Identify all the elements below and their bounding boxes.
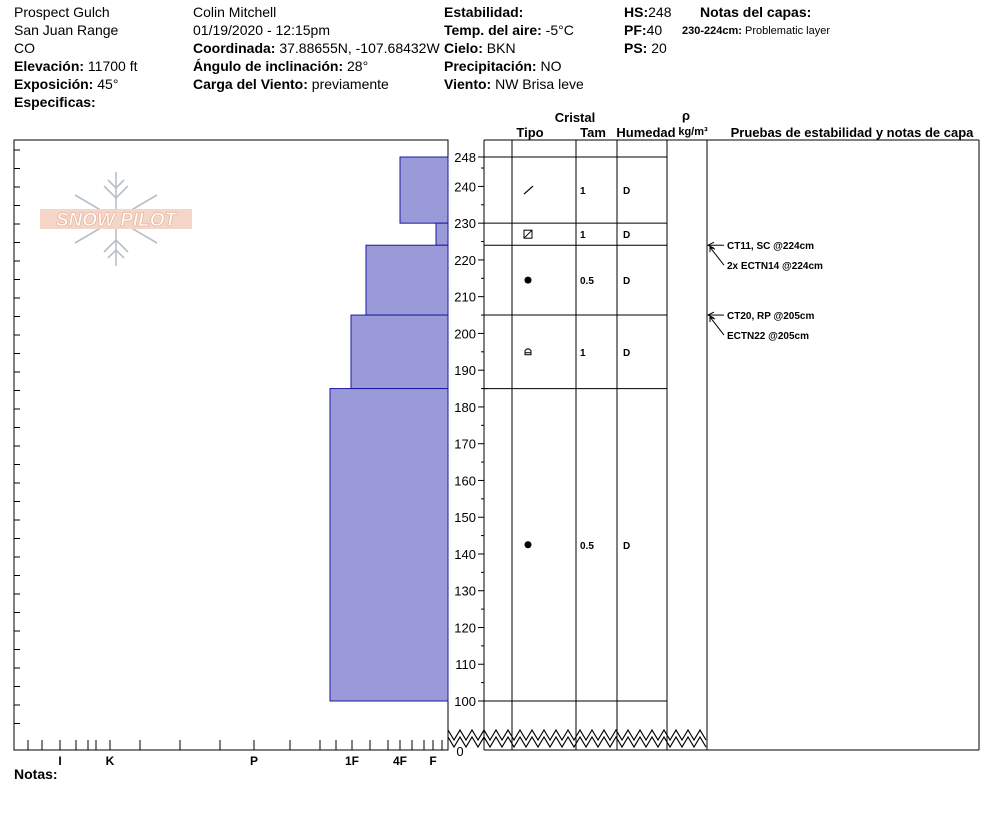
test-leader-2 <box>710 247 724 265</box>
pf-label: PF: <box>624 22 647 38</box>
depth-label: 130 <box>454 583 476 599</box>
grain-size: 1 <box>580 230 586 242</box>
stability-tests <box>708 241 823 342</box>
depth-label: 100 <box>454 694 476 709</box>
hardness-label: 4F <box>392 754 408 768</box>
grain-moisture: D <box>623 186 631 198</box>
depth-break-label: 0 <box>456 744 464 759</box>
grain-size: 0.5 <box>580 540 594 552</box>
depth-label: 180 <box>454 399 476 415</box>
depth-label: 220 <box>454 252 476 268</box>
wind-load-value: previamente <box>311 76 389 92</box>
rounded-icon <box>525 277 532 284</box>
hardness-label: 1F <box>344 754 360 768</box>
ps-label: PS: <box>624 40 648 56</box>
coord-value: 37.88655N, -107.68432W <box>279 40 440 56</box>
test-leader-2 <box>710 317 724 335</box>
hardness-label: K <box>105 754 115 768</box>
depth-hoar-rounding-icon <box>525 349 531 355</box>
grain-moisture: D <box>623 540 631 552</box>
moisture-header: Humedad <box>616 125 676 140</box>
hardness-bar <box>351 315 448 389</box>
depth-label: 200 <box>454 326 476 342</box>
wind-load-label: Carga del Viento: <box>193 76 308 92</box>
depth-label: 230 <box>454 216 476 232</box>
depth-label: 140 <box>454 546 476 562</box>
precip-value: NO <box>540 58 562 74</box>
depth-label: 110 <box>455 657 476 673</box>
hardness-bar <box>366 245 448 315</box>
hardness-profile <box>330 157 448 701</box>
depth-label: 120 <box>454 620 476 636</box>
hardness-bar <box>400 157 448 223</box>
grain-moisture: D <box>623 347 631 359</box>
elevation-label: Elevación: <box>14 58 85 74</box>
crystal-header: Cristal <box>554 110 596 125</box>
grain-moisture: D <box>623 230 631 242</box>
range-name: San Juan Range <box>14 22 119 38</box>
slope-label: Ángulo de inclinación: <box>193 58 344 74</box>
depth-label: 170 <box>454 436 476 452</box>
type-header: Tipo <box>516 125 544 140</box>
pf-value: 40 <box>646 22 663 38</box>
logo-text: SNOW PILOT <box>55 210 177 231</box>
layer-notes-label: Notas del capas: <box>700 4 812 20</box>
faceted-rounded-icon <box>524 230 532 238</box>
layer-note-range: 230-224cm: <box>682 25 742 37</box>
hardness-label: P <box>249 754 259 768</box>
aspect-label: Exposición: <box>14 76 94 92</box>
air-temp-label: Temp. del aire: <box>444 22 542 38</box>
air-temp-value: -5°C <box>545 22 574 38</box>
grain-dot <box>525 277 532 284</box>
hardness-axis <box>28 740 442 768</box>
specifics-label: Especificas: <box>14 94 96 110</box>
grain-size: 1 <box>580 186 586 198</box>
tests-header: Pruebas de estabilidad y notas de capa <box>730 125 974 140</box>
size-header: Tam <box>580 125 606 140</box>
grain-arch <box>525 349 531 355</box>
hs-value: 248 <box>648 4 672 20</box>
grain-diag <box>524 230 532 238</box>
sky-label: Cielo: <box>444 40 483 56</box>
density-symbol: ρ <box>681 108 691 123</box>
stability-test-text: CT20, RP @205cm <box>727 311 815 323</box>
grain-stroke <box>524 186 533 194</box>
ps-value: 20 <box>651 40 667 56</box>
hardness-label: F <box>429 754 437 768</box>
state-name: CO <box>14 40 35 56</box>
observer-name: Colin Mitchell <box>193 4 277 20</box>
hardness-bar <box>330 389 448 701</box>
grain-size: 0.5 <box>580 276 594 288</box>
observation-datetime: 01/19/2020 - 12:15pm <box>193 22 330 38</box>
wind-label: Viento: <box>444 76 492 92</box>
grain-moisture: D <box>623 276 631 288</box>
depth-label: 160 <box>454 473 476 489</box>
grain-size: 1 <box>580 347 586 359</box>
crystal-table <box>484 140 707 750</box>
stability-label: Estabilidad: <box>444 4 524 20</box>
depth-label: 248 <box>454 150 476 165</box>
hs-label: HS: <box>624 4 649 20</box>
depth-label: 210 <box>454 289 476 305</box>
decomposing-icon <box>524 186 533 194</box>
depth-label: 240 <box>454 179 476 195</box>
elevation-value: 11700 ft <box>87 58 138 74</box>
density-unit: kg/m³ <box>678 126 708 138</box>
rounded-icon <box>525 541 532 548</box>
hardness-left-ticks <box>14 150 20 724</box>
slope-value: 28° <box>347 58 369 74</box>
precip-label: Precipitación: <box>444 58 537 74</box>
coord-label: Coordinada: <box>193 40 276 56</box>
depth-label: 150 <box>454 510 476 526</box>
snowpilot-logo <box>40 172 192 266</box>
notes-label: Notas: <box>14 766 58 782</box>
layer-note-text: Problematic layer <box>745 25 830 37</box>
stability-test-text: ECTN22 @205cm <box>727 331 810 343</box>
depth-label: 190 <box>454 363 476 379</box>
wind-value: NW Brisa leve <box>495 76 584 92</box>
grain-dot <box>525 541 532 548</box>
sky-value: BKN <box>486 40 516 56</box>
aspect-value: 45° <box>97 76 119 92</box>
hardness-label: I <box>58 754 62 768</box>
stability-test-text: 2x ECTN14 @224cm <box>727 261 823 273</box>
stability-test-text: CT11, SC @224cm <box>727 241 815 253</box>
location-name: Prospect Gulch <box>14 4 110 20</box>
hardness-bar <box>436 223 448 245</box>
